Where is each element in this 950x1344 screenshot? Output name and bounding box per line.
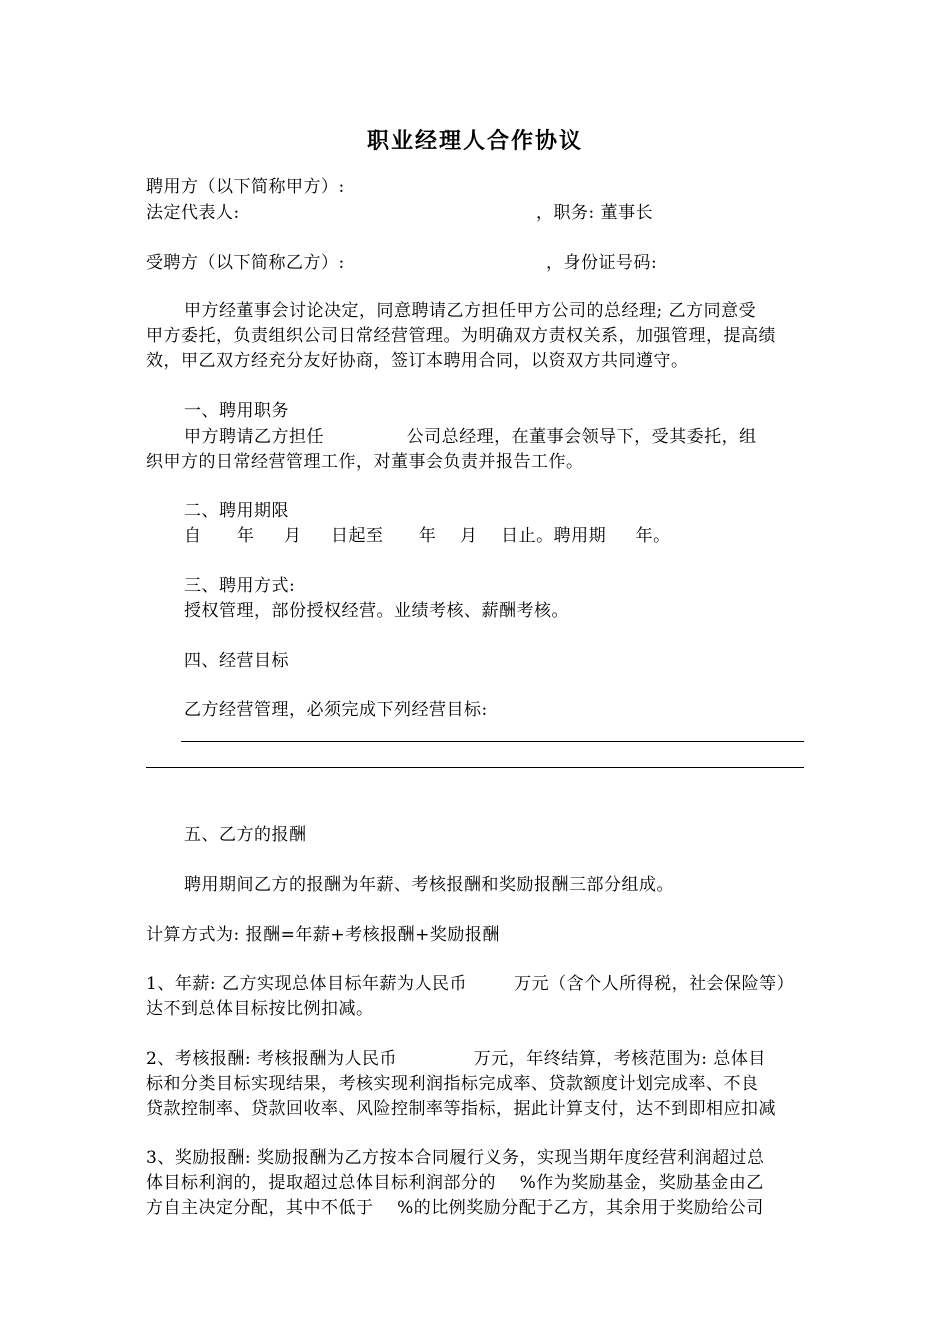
intro-paragraph-line: 甲方经董事会讨论决定，同意聘请乙方担任甲方公司的总经理; 乙方同意受 — [184, 301, 757, 321]
section-heading-4: 四、经营目标 — [184, 651, 289, 671]
assessment-clause: 贷款控制率、贷款回收率、风险控制率等指标，据此计算支付，达不到即相应扣减 — [146, 1099, 776, 1119]
bonus-clause: 3、奖励报酬: 奖励报酬为乙方按本合同履行义务，实现当期年度经营利润超过总 — [146, 1148, 765, 1168]
section-heading-2: 二、聘用期限 — [184, 501, 289, 521]
section-heading-3: 三、聘用方式: — [184, 576, 296, 596]
employer-line: 聘用方（以下简称甲方）: — [146, 177, 345, 197]
blank-line — [146, 767, 804, 768]
section-heading-1: 一、聘用职务 — [184, 401, 289, 421]
salary-clause: 达不到总体目标按比例扣减。 — [146, 999, 374, 1019]
section-1-text: 织甲方的日常经营管理工作，对董事会负责并报告工作。 — [146, 452, 584, 472]
id-number-label: ，身份证号码: — [546, 253, 658, 273]
employee-line: 受聘方（以下简称乙方）: — [146, 253, 345, 273]
legal-rep-label: 法定代表人: — [146, 203, 240, 223]
position-label: ，职务: 董事长 — [536, 203, 654, 223]
assessment-clause: 标和分类目标实现结果，考核实现利润指标完成率、贷款额度计划完成率、不良 — [146, 1074, 759, 1094]
section-heading-5: 五、乙方的报酬 — [184, 825, 307, 845]
document-title: 职业经理人合作协议 — [366, 128, 583, 154]
intro-paragraph-line: 甲方委托，负责组织公司日常经营管理。为明确双方责权关系，加强管理，提高绩 — [146, 326, 776, 346]
assessment-clause: 2、考核报酬: 考核报酬为人民币 万元，年终结算，考核范围为: 总体目 — [146, 1049, 766, 1069]
blank-line — [181, 741, 804, 742]
section-5-text: 聘用期间乙方的报酬为年薪、考核报酬和奖励报酬三部分组成。 — [184, 875, 674, 895]
section-2-text: 自 年 月 日起至 年 月 日止。聘用期 年。 — [184, 526, 671, 546]
intro-paragraph-line: 效，甲乙双方经充分友好协商，签订本聘用合同，以资双方共同遵守。 — [146, 351, 689, 371]
section-3-text: 授权管理，部份授权经营。业绩考核、薪酬考核。 — [184, 601, 569, 621]
section-4-text: 乙方经营管理，必须完成下列经营目标: — [184, 700, 488, 720]
section-1-text: 甲方聘请乙方担任 公司总经理，在董事会领导下，受其委托，组 — [184, 427, 757, 447]
bonus-clause: 体目标利润的，提取超过总体目标利润部分的 %作为奖励基金，奖励基金由乙 — [146, 1173, 764, 1193]
formula-line: 计算方式为: 报酬=年薪+考核报酬+奖励报酬 — [146, 925, 500, 945]
bonus-clause: 方自主决定分配，其中不低于 %的比例奖励分配于乙方，其余用于奖励给公司 — [146, 1198, 764, 1218]
salary-clause: 1、年薪: 乙方实现总体目标年薪为人民币 万元（含个人所得税，社会保险等） — [146, 974, 795, 994]
